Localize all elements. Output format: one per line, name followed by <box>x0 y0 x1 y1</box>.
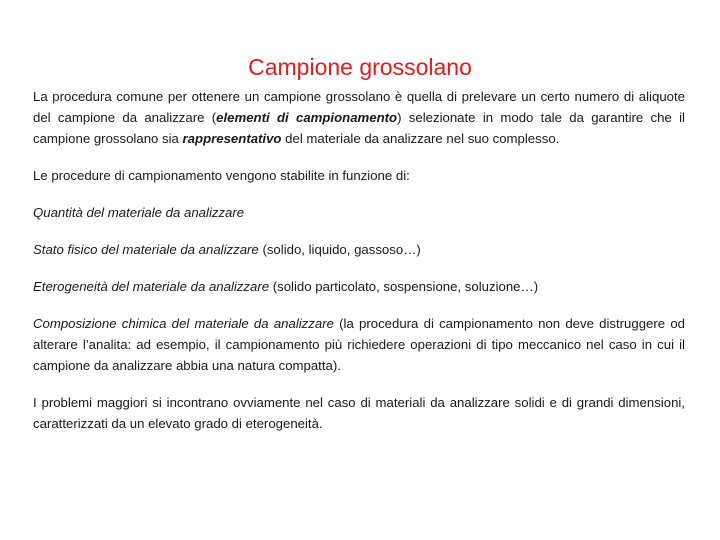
criteria-item-heterogeneity <box>33 276 685 297</box>
criteria-item-emphasis: Composizione chimica del materiale da analizzare <box>33 316 334 331</box>
slide-body <box>33 86 685 434</box>
criteria-item-state <box>33 239 685 260</box>
intro-text-c: ) selezionate in modo tale da garantire che il campione grossolano sia <box>33 110 685 146</box>
intro-text-b: elementi di campionamento <box>216 110 398 125</box>
intro-text-d: rappresentativo <box>182 131 282 146</box>
intro-paragraph <box>33 86 685 149</box>
criteria-item-detail: (solido particolato, sospensione, soluzione…) <box>269 279 539 294</box>
criteria-item-emphasis: Stato fisico del materiale da analizzare <box>33 242 259 257</box>
intro-text-e: del materiale da analizzare nel suo complesso. <box>281 131 560 146</box>
criteria-item-detail: (la procedura di campionamento non deve distruggere od alterare l’analita: ad esempio, il campionamento più richiedere operazioni di tipo meccanico nel caso in cui il campione da analizzare abbia una natura compatta). <box>33 316 685 373</box>
criteria-item-detail: (solido, liquido, gassoso…) <box>258 242 421 257</box>
criteria-item-quantity <box>33 202 685 223</box>
criteria-item-emphasis: Quantità del materiale da analizzare <box>33 205 245 220</box>
closing-paragraph: I problemi maggiori si incontrano ovviamente nel caso di materiali da analizzare solidi e di grandi dimensioni, caratterizzati da un elevato grado di eterogeneità. <box>33 395 685 431</box>
slide-title: Campione grossolano <box>248 54 472 80</box>
criteria-item-emphasis: Eterogeneità del materiale da analizzare <box>33 279 270 294</box>
intro-text-a: La procedura comune per ottenere un campione grossolano è quella di prelevare un certo numero di aliquote del campione da analizzare ( <box>33 89 685 125</box>
criteria-item-composition <box>33 313 685 376</box>
criteria-intro: Le procedure di campionamento vengono stabilite in funzione di: <box>33 168 410 183</box>
